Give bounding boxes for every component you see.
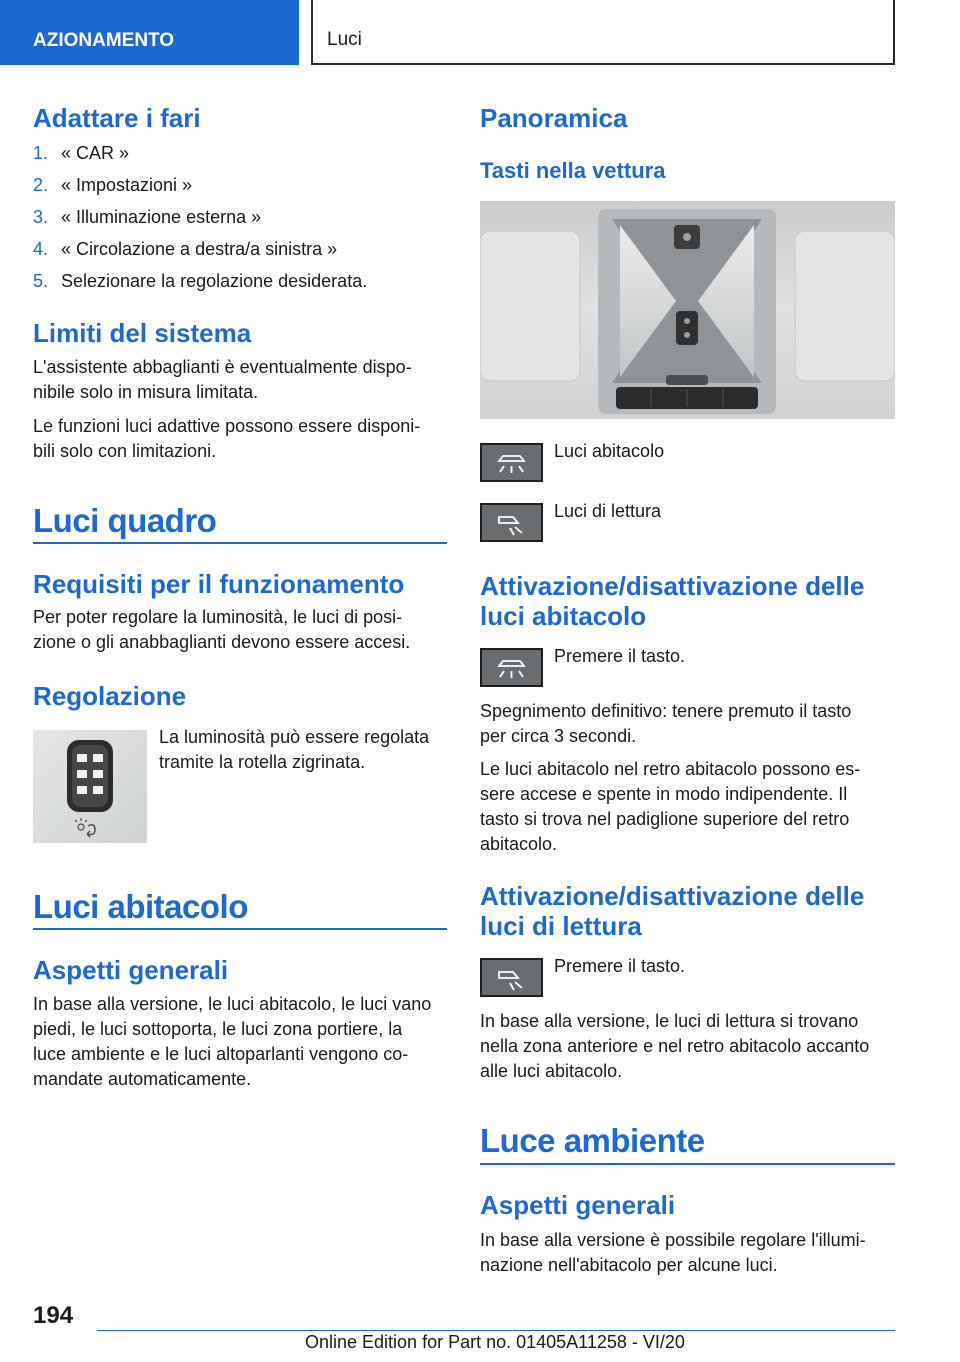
heading-line: Attivazione/disattivazione delle <box>480 881 865 911</box>
reading-light-icon <box>482 505 541 540</box>
text-line: luce ambiente e le luci altoparlanti vengono co- <box>33 1044 409 1064</box>
heading-line: luci abitacolo <box>480 601 647 631</box>
text-line: bili solo con limitazioni. <box>33 441 217 461</box>
text-line: Spegnimento definitivo: tenere premuto il tasto <box>480 701 852 721</box>
text-line: In base alla versione, le luci di lettura si trovano <box>480 1011 859 1031</box>
section-rule <box>33 542 447 544</box>
text-line: tramite la rotella zigrinata. <box>159 752 366 772</box>
interior-light-key <box>480 648 543 687</box>
step-text: Selezionare la regolazione desiderata. <box>61 271 368 291</box>
interior-light-icon <box>482 650 541 685</box>
step-text: « Circolazione a destra/a sinistra » <box>61 239 338 259</box>
step-item <box>33 268 447 300</box>
text-line: nibile solo in misura limitata. <box>33 382 259 402</box>
roof-console-photo <box>480 201 895 419</box>
section-rule <box>33 928 447 930</box>
step-number: 2. <box>33 175 49 195</box>
heading-limiti-sistema: Limiti del sistema <box>33 318 252 348</box>
text-line: Le funzioni luci adattive possono essere disponi- <box>33 416 421 436</box>
heading-requisiti: Requisiti per il funzionamento <box>33 569 405 599</box>
footer-rule <box>97 1330 895 1331</box>
heading-line: Attivazione/disattivazione delle <box>480 571 865 601</box>
text-line: L'assistente abbaglianti è eventualmente dispo- <box>33 357 412 377</box>
steps-list <box>33 140 447 300</box>
step-item <box>33 204 447 236</box>
aspetti-generali-paragraph <box>33 992 431 1092</box>
text-line: tasto si trova nel padiglione superiore del retro <box>480 809 850 829</box>
roof-console-illustration <box>480 201 895 419</box>
key-label-luci-lettura: Luci di lettura <box>554 501 662 521</box>
step-text: « CAR » <box>61 143 130 163</box>
text-line: piedi, le luci sottoporta, le luci zona portiere, la <box>33 1019 403 1039</box>
reading-light-icon <box>482 960 541 995</box>
step-number: 3. <box>33 207 49 227</box>
text-line: zione o gli anabbaglianti devono essere accesi. <box>33 632 411 652</box>
heading-adattare-fari: Adattare i fari <box>33 103 201 133</box>
heading-luci-abitacolo: Luci abitacolo <box>33 888 248 925</box>
text-line: alle luci abitacolo. <box>480 1061 623 1081</box>
text-line: mandate automaticamente. <box>33 1069 252 1089</box>
text-line: per circa 3 secondi. <box>480 726 637 746</box>
step-text: « Impostazioni » <box>61 175 193 195</box>
reading-light-key <box>480 958 543 997</box>
heading-aspetti-generali: Aspetti generali <box>480 1190 676 1220</box>
text-line: nella zona anteriore e nel retro abitacolo accanto <box>480 1036 870 1056</box>
footer-edition: Online Edition for Part no. 01405A11258 - VI/20 <box>305 1332 685 1352</box>
text-line: In base alla versione, le luci abitacolo, le luci vano <box>33 994 432 1014</box>
heading-attivazione-abitacolo <box>480 571 864 631</box>
lettura-paragraph <box>480 1009 869 1084</box>
thumbwheel-illustration <box>33 730 147 843</box>
heading-aspetti-generali: Aspetti generali <box>33 955 229 985</box>
text-line: Per poter regolare la luminosità, le luci di posi- <box>33 607 403 627</box>
limiti-paragraph-1 <box>33 355 412 405</box>
reading-light-key <box>480 503 543 542</box>
step-number: 4. <box>33 239 49 259</box>
heading-luce-ambiente: Luce ambiente <box>480 1122 705 1159</box>
step-item <box>33 140 447 172</box>
step-item <box>33 236 447 268</box>
text-line: In base alla versione è possibile regolare l'illumi- <box>480 1230 866 1250</box>
text-line: Le luci abitacolo nel retro abitacolo possono es- <box>480 759 861 779</box>
thumbwheel-photo <box>33 730 147 843</box>
retro-abitacolo-paragraph <box>480 757 860 857</box>
heading-panoramica: Panoramica <box>480 103 628 133</box>
header-section-tab <box>0 0 299 65</box>
press-key-text: Premere il tasto. <box>554 646 686 666</box>
heading-luci-quadro: Luci quadro <box>33 502 217 539</box>
interior-light-icon <box>482 445 541 480</box>
heading-attivazione-lettura <box>480 881 864 941</box>
heading-regolazione: Regolazione <box>33 681 187 711</box>
section-rule <box>480 1163 895 1165</box>
spegnimento-paragraph <box>480 699 851 749</box>
luce-ambiente-paragraph <box>480 1228 866 1278</box>
heading-line: luci di lettura <box>480 911 642 941</box>
header-chapter-label: Luci <box>327 29 362 50</box>
regolazione-paragraph <box>159 725 429 775</box>
text-line: sere accese e spente in modo indipendente. Il <box>480 784 848 804</box>
text-line: La luminosità può essere regolata <box>159 727 430 747</box>
step-item <box>33 172 447 204</box>
press-key-text: Premere il tasto. <box>554 956 686 976</box>
text-line: abitacolo. <box>480 834 558 854</box>
header-section-label: AZIONAMENTO <box>33 30 175 51</box>
interior-light-key <box>480 443 543 482</box>
header-chapter-box <box>311 0 895 65</box>
page-number: 194 <box>33 1302 74 1329</box>
key-label-luci-abitacolo: Luci abitacolo <box>554 441 665 461</box>
requisiti-paragraph <box>33 605 410 655</box>
step-text: « Illuminazione esterna » <box>61 207 262 227</box>
limiti-paragraph-2 <box>33 414 420 464</box>
heading-tasti-vettura: Tasti nella vettura <box>480 158 666 183</box>
step-number: 1. <box>33 143 49 163</box>
step-number: 5. <box>33 271 49 291</box>
text-line: nazione nell'abitacolo per alcune luci. <box>480 1255 778 1275</box>
